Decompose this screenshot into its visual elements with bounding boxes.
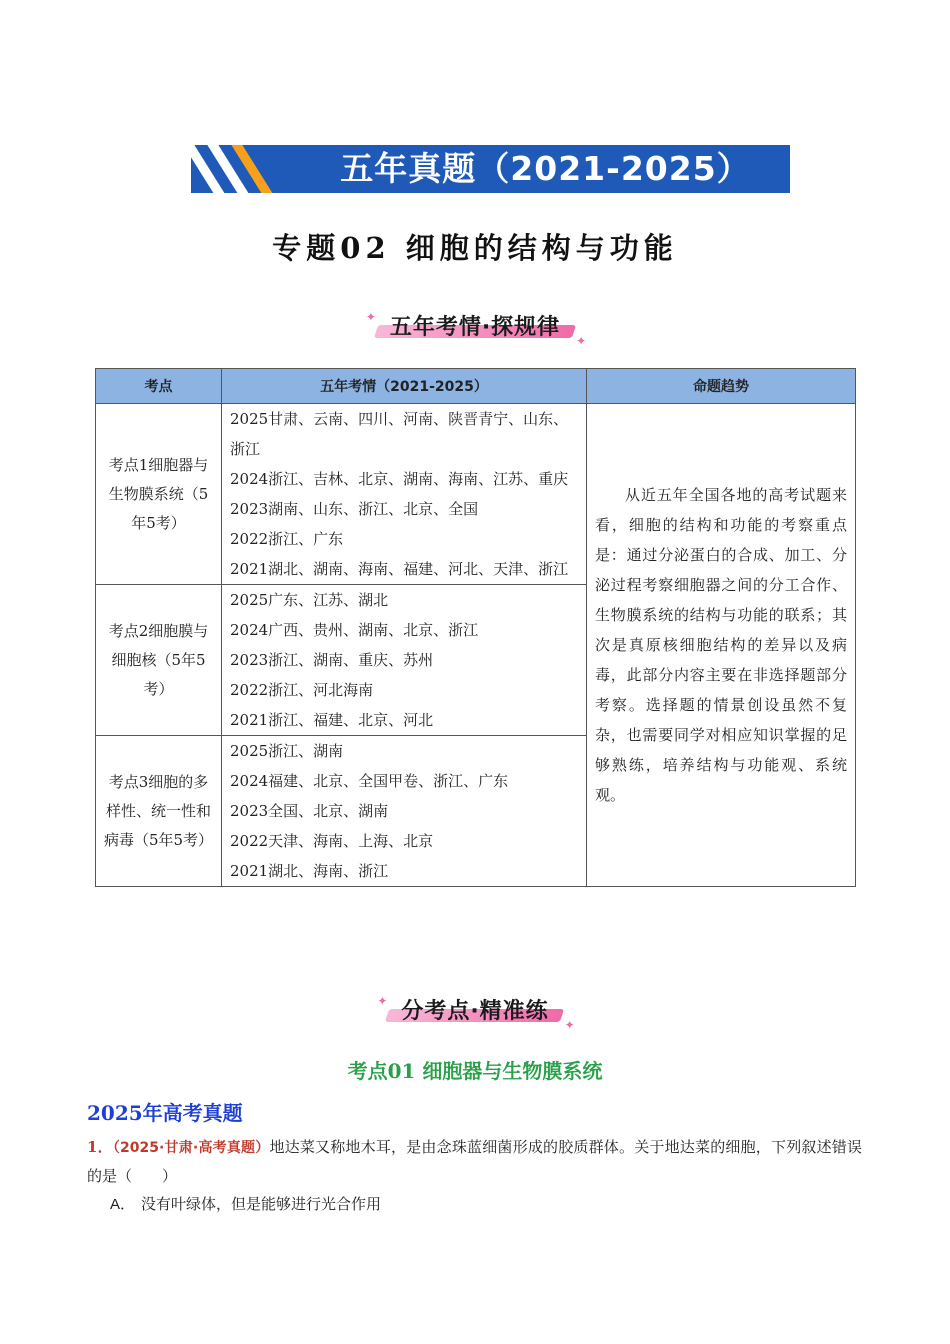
year-line: 2023浙江、湖南、重庆、苏州 (230, 651, 434, 669)
sparkle-icon: ✦ (564, 1018, 575, 1032)
header-years: 五年考情（2021-2025） (222, 369, 587, 404)
table-row (96, 404, 856, 585)
year-line: 2021湖北、湖南、海南、福建、河北、天津、浙江 (230, 560, 569, 578)
question-1 (87, 1133, 862, 1190)
question-text: 地达菜又称地木耳，是由念珠蓝细菌形成的胶质群体。关于地达菜的细胞，下列叙述错误的是（ ） (87, 1138, 862, 1185)
year-line: 2021湖北、海南、浙江 (230, 862, 389, 880)
year-line: 2023湖南、山东、浙江、北京、全国 (230, 500, 479, 518)
year-line: 2022浙江、河北海南 (230, 681, 374, 699)
year-line: 2024浙江、吉林、北京、湖南、海南、江苏、重庆 (230, 470, 569, 488)
option-a (110, 1191, 381, 1218)
years-cell (222, 585, 587, 736)
option-letter: A． (110, 1196, 136, 1213)
kaodian-cell: 考点3细胞的多样性、统一性和病毒（5年5考） (96, 736, 222, 887)
year-line: 2021浙江、福建、北京、河北 (230, 711, 434, 729)
year-line: 2023全国、北京、湖南 (230, 802, 389, 820)
document-title: 专题02 细胞的结构与功能 (272, 231, 678, 265)
year-line: 2025浙江、湖南 (230, 742, 344, 760)
header-trend: 命题趋势 (587, 369, 856, 404)
section-label: 分考点·精准练 (401, 999, 549, 1024)
year-line: 2024福建、北京、全国甲卷、浙江、广东 (230, 772, 509, 790)
header-kaodian: 考点 (96, 369, 222, 404)
kaodian-cell: 考点1细胞器与生物膜系统（5年5考） (96, 404, 222, 585)
option-text: 没有叶绿体，但是能够进行光合作用 (141, 1195, 382, 1213)
years-cell (222, 736, 587, 887)
year-line: 2022浙江、广东 (230, 530, 344, 548)
trend-cell: 从近五年全国各地的高考试题来看，细胞的结构和功能的考察重点是：通过分泌蛋白的合成、加工、分泌过程考察细胞器之间的分工合作、生物膜系统的结构与功能的联系；其次是真原核细胞结构的差异以及病毒，此部分内容主要在非选择题部分考察。选择题的情景创设虽然不复杂，也需要同学对相应知识掌握的足够熟练，培养结构与功能观、系统观。 (587, 404, 856, 887)
topic-subtitle: 考点01 细胞器与生物膜系统 (347, 1059, 603, 1083)
year-line: 2022天津、海南、上海、北京 (230, 832, 434, 850)
sparkle-icon: ✦ (576, 334, 587, 348)
exam-summary-table (95, 368, 856, 887)
sparkle-icon: ✦ (377, 994, 388, 1008)
section-tag-practice (0, 994, 950, 1034)
years-cell (222, 404, 587, 585)
table-header-row (96, 369, 856, 404)
question-source: （2025·甘肃·高考真题） (112, 1140, 270, 1156)
section-tag-overview (0, 310, 950, 350)
year-heading: 2025年高考真题 (87, 1101, 243, 1125)
section-label: 五年考情·探规律 (389, 315, 561, 340)
year-line: 2024广西、贵州、湖南、北京、浙江 (230, 621, 479, 639)
year-line: 2025甘肃、云南、四川、河南、陕晋青宁、山东、浙江 (230, 410, 569, 458)
question-number: 1． (87, 1138, 113, 1156)
banner-text: 五年真题（2021-2025） (340, 149, 751, 188)
year-line: 2025广东、江苏、湖北 (230, 591, 389, 609)
title-banner (191, 145, 790, 193)
kaodian-cell: 考点2细胞膜与细胞核（5年5考） (96, 585, 222, 736)
sparkle-icon: ✦ (365, 310, 376, 324)
